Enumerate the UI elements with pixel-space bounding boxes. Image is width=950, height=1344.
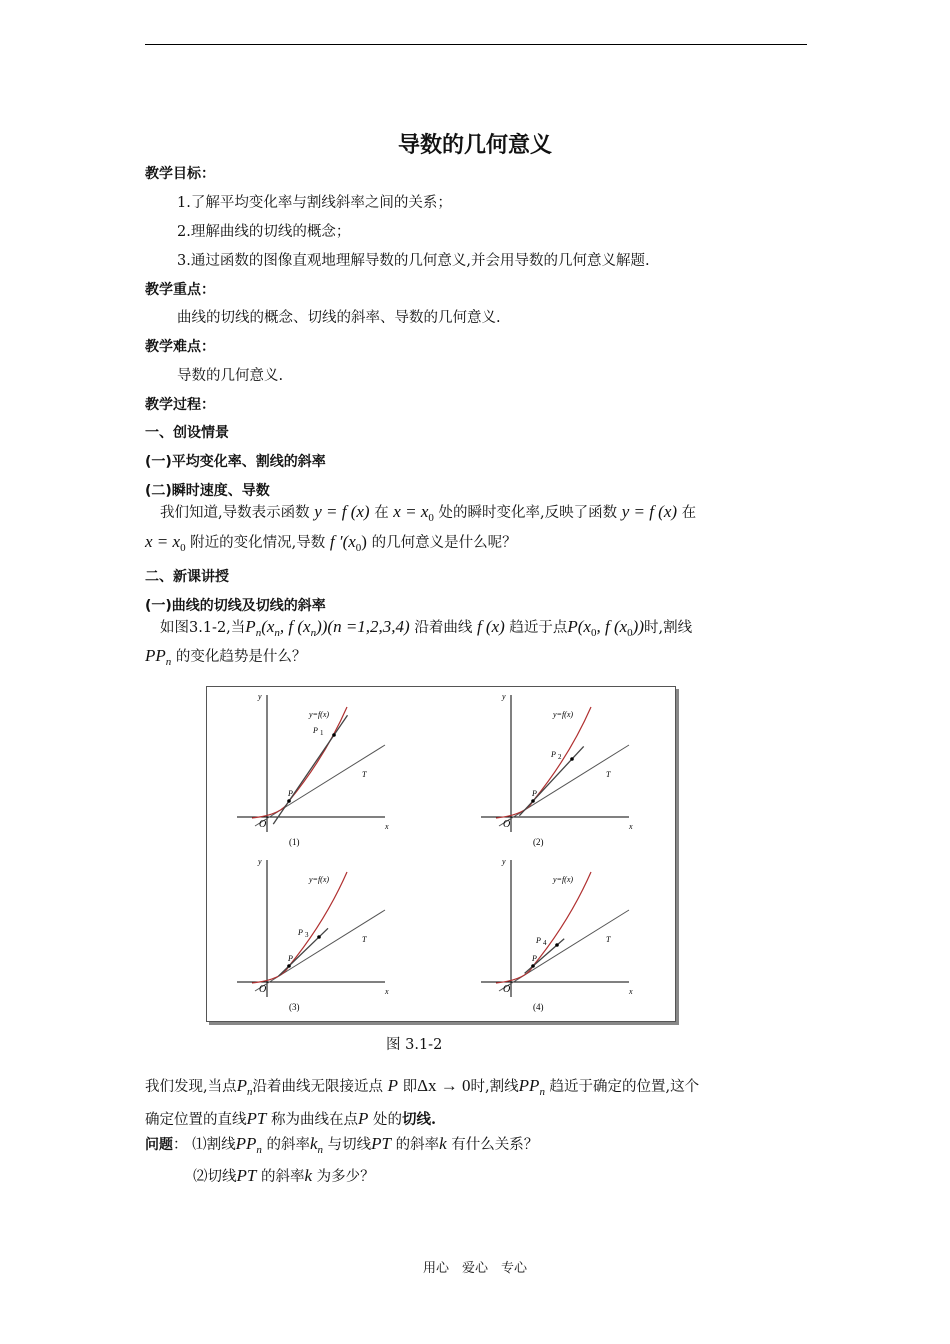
origin-label: O <box>503 984 511 995</box>
tangent-label: T <box>362 935 367 944</box>
tangent-label: T <box>362 770 367 779</box>
figure-panel-1 <box>237 692 389 847</box>
origin-label: O <box>503 819 511 830</box>
point-p-label: P <box>532 789 537 798</box>
panel-label: (1) <box>289 837 300 847</box>
point-p-label: P <box>288 954 293 963</box>
point-pn-label: P <box>313 726 318 735</box>
x-axis-label: x <box>629 822 633 831</box>
curve-label: y=f(x) <box>553 710 574 719</box>
figure-panel-4 <box>481 857 633 1012</box>
point-p-label: P <box>532 954 537 963</box>
section-1b-heading: (二)瞬时速度、导数 <box>145 483 270 499</box>
x-axis-label: x <box>385 987 389 996</box>
goal-item-2: 2.理解曲线的切线的概念； <box>177 224 351 240</box>
paragraph-3-line-2: 确定位置的直线PT 称为曲线在点P 处的切线. <box>145 1109 437 1128</box>
goals-heading: 教学目标： <box>145 166 215 182</box>
point-pn-subscript: 3 <box>305 931 309 939</box>
point-p <box>531 964 535 968</box>
paragraph-2-line-1: 如图3.1-2,当$P_n(x_n$, f $(x_n))(n =1,2,3,4)$ 沿着曲线 f (x) 趋近于点$P(x_0$, f $(x_0)$)时,割线 <box>160 617 693 639</box>
point-pn <box>317 935 321 939</box>
page-title: 导数的几何意义 <box>397 133 552 158</box>
paragraph-1-line-2: $x = x_0$ 附近的变化情况,导数 f $'(x_0)$ 的几何意义是什么呢？ <box>145 532 517 554</box>
secant-line <box>273 715 347 824</box>
point-pn-label: P <box>551 750 556 759</box>
figure-panel-3 <box>237 857 389 1012</box>
curve-y-fx <box>252 707 347 818</box>
point-p <box>287 799 291 803</box>
page-footer: 用心 爱心 专心 <box>422 1261 527 1276</box>
process-heading: 教学过程： <box>145 397 215 413</box>
curve-label: y=f(x) <box>553 875 574 884</box>
y-axis-label: y <box>258 857 262 866</box>
goal-item-3: 3.通过函数的图像直观地理解导数的几何意义,并会用导数的几何意义解题. <box>177 253 650 269</box>
figure-svg <box>207 687 675 1021</box>
y-axis-label: y <box>502 857 506 866</box>
panel-label: (4) <box>533 1002 544 1012</box>
key-heading: 教学重点： <box>145 282 215 298</box>
y-axis-label: y <box>502 692 506 701</box>
difficulty-text: 导数的几何意义. <box>177 368 284 384</box>
panel-label: (3) <box>289 1002 300 1012</box>
curve-y-fx <box>496 707 591 818</box>
point-pn <box>570 757 574 761</box>
key-text: 曲线的切线的概念、切线的斜率、导数的几何意义. <box>177 310 501 326</box>
y-axis-label: y <box>258 692 262 701</box>
point-pn-subscript: 1 <box>320 729 324 737</box>
figure-caption: 图 3.1-2 <box>386 1037 443 1053</box>
question-1: 问题： ⑴割线$PP_n$ 的斜率$k_n$ 与切线PT 的斜率k 有什么关系？ <box>145 1134 539 1156</box>
section-1-heading: 一、创设情景 <box>145 425 229 441</box>
question-2: ⑵切线PT 的斜率k 为多少？ <box>193 1166 375 1185</box>
point-p-label: P <box>288 789 293 798</box>
section-2-heading: 二、新课讲授 <box>145 569 229 585</box>
figure-panel-2 <box>481 692 633 847</box>
section-2a-heading: (一)曲线的切线及切线的斜率 <box>145 598 326 614</box>
curve-label: y=f(x) <box>309 710 330 719</box>
point-pn <box>332 733 336 737</box>
goal-item-1: 1.了解平均变化率与割线斜率之间的关系； <box>177 195 452 211</box>
origin-label: O <box>259 819 267 830</box>
tangent-label: T <box>606 935 611 944</box>
tangent-label: T <box>606 770 611 779</box>
difficulty-heading: 教学难点： <box>145 339 215 355</box>
header-rule <box>145 44 807 45</box>
origin-label: O <box>259 984 267 995</box>
point-pn-subscript: 4 <box>543 939 547 947</box>
section-1a-heading: (一)平均变化率、割线的斜率 <box>145 454 326 470</box>
paragraph-2-line-2: $PP_n$ 的变化趋势是什么？ <box>145 646 307 668</box>
figure-3-1-2 <box>206 686 676 1022</box>
x-axis-label: x <box>385 822 389 831</box>
point-pn <box>555 943 559 947</box>
paragraph-3-line-1: 我们发现,当点$P_n$沿着曲线无限接近点 P 即Δx → 0时,割线$PP_n$ 趋近于确定的位置,这个 <box>145 1076 700 1098</box>
point-p <box>287 964 291 968</box>
point-p <box>531 799 535 803</box>
point-pn-label: P <box>298 928 303 937</box>
secant-line <box>279 928 329 976</box>
curve-y-fx <box>496 872 591 983</box>
paragraph-1-line-1: 我们知道,导数表示函数 y = f (x) 在 $x = x_0$ 处的瞬时变化率,反映了函数 y = f (x) 在 <box>160 502 697 524</box>
panel-label: (2) <box>533 837 544 847</box>
x-axis-label: x <box>629 987 633 996</box>
point-pn-subscript: 2 <box>558 753 562 761</box>
point-pn-label: P <box>536 936 541 945</box>
curve-label: y=f(x) <box>309 875 330 884</box>
